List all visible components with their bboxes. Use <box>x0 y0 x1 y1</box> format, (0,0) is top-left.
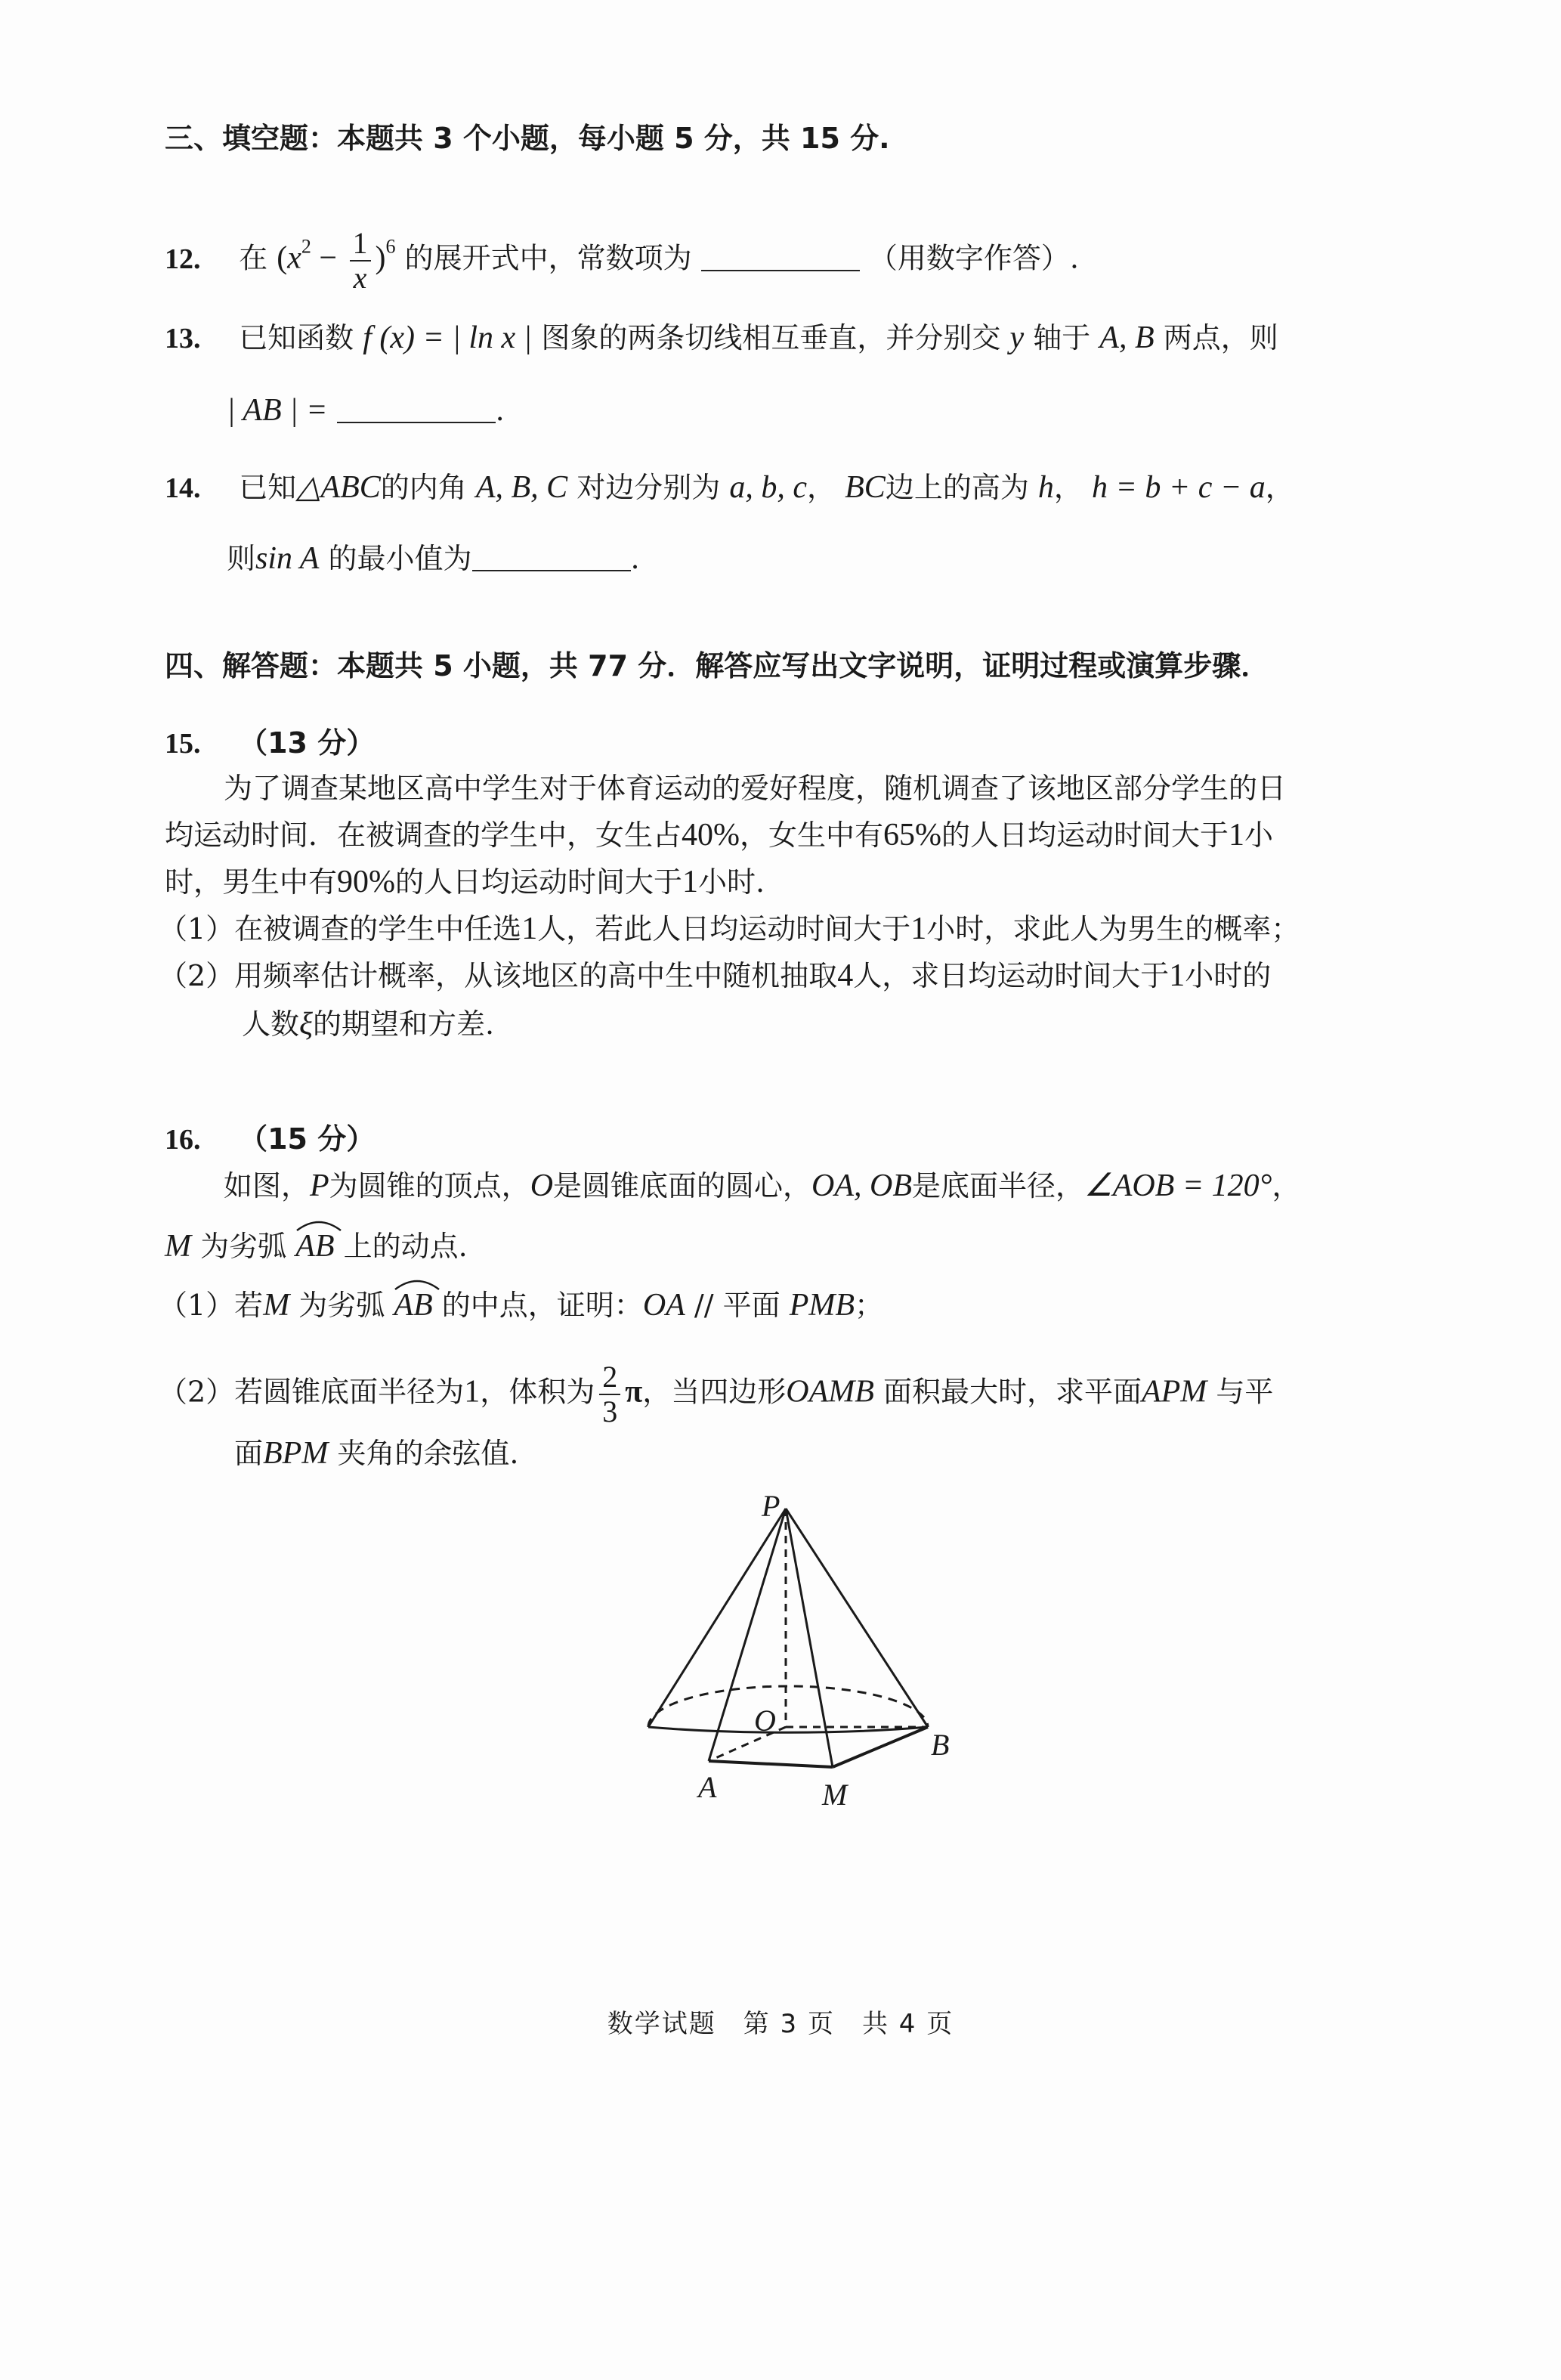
q16-s1-b: 为劣弧 <box>298 1289 385 1322</box>
q16-s1-e: ； <box>854 1289 883 1322</box>
q16-P: P <box>310 1168 329 1203</box>
q16-s1-OA: OA <box>642 1288 685 1323</box>
q13-points: A, B <box>1099 320 1155 355</box>
q16-s1-a: （1）若 <box>159 1289 264 1322</box>
q13-text-d: 两点，则 <box>1163 321 1278 354</box>
q15-one3: 1 <box>521 911 538 946</box>
q15-one2: 1 <box>682 865 699 899</box>
q15-s1-a: （1）在被调查的学生中任选 <box>159 912 522 946</box>
q15-p3-b: 的人日均运动时间大于 <box>395 865 683 899</box>
generator-PM <box>786 1509 833 1767</box>
q14-bc: BC <box>845 470 886 505</box>
q14-sinA: sin A <box>255 541 320 576</box>
label-O: O <box>754 1704 776 1738</box>
q14-text-g: ， <box>1265 471 1294 504</box>
q15-p3-c: 小时. <box>698 865 765 899</box>
q12-minus: − <box>311 240 345 276</box>
q16-BPM: BPM <box>263 1436 329 1471</box>
q15-p3-a: 时，男生中有 <box>165 865 338 899</box>
q15-s2-e: 的期望和方差. <box>313 1007 495 1041</box>
q16-s3-a: 面 <box>234 1437 264 1470</box>
q16-p2-a: 为劣弧 <box>200 1230 287 1263</box>
q12-power: 6 <box>385 235 396 258</box>
q12-x: x <box>287 240 301 276</box>
generator-PB <box>786 1509 928 1727</box>
q12-paren-open: ( <box>277 240 288 276</box>
q13-function: f (x) = | ln x | <box>363 320 533 355</box>
q14-text-a: 已知 <box>239 471 297 504</box>
q16-p1-a: 如图， <box>224 1169 311 1202</box>
q14-number: 14. <box>165 472 201 504</box>
q16-s1-d: // 平面 <box>694 1289 780 1322</box>
q16-p1-e: ， <box>1272 1169 1301 1202</box>
label-B: B <box>931 1728 950 1762</box>
q15-s2-d: 人数 <box>242 1007 300 1041</box>
chord-MB <box>833 1727 928 1767</box>
q15-score: （13 分） <box>239 726 376 760</box>
q15-s2-a: （2）用频率估计概率，从该地区的高中生中随机抽取 <box>159 959 838 992</box>
q16-O: O <box>530 1168 554 1203</box>
q16-p1-c: 是圆锥底面的圆心， <box>553 1169 812 1202</box>
q16-number: 16. <box>165 1124 201 1156</box>
q15-s1-c: 小时，求此人为男生的概率； <box>926 912 1300 946</box>
q14-period: . <box>630 542 640 575</box>
q13-text-c: 轴于 <box>1033 321 1091 354</box>
q15-pct65: 65% <box>883 818 942 853</box>
q15-p2-d: 小 <box>1244 819 1274 852</box>
q16-s1-c: 的中点，证明： <box>441 1289 643 1322</box>
q16-s1-M: M <box>263 1288 290 1323</box>
q14-text-b: 的内角 <box>380 471 467 504</box>
q16-pi: π <box>625 1374 643 1410</box>
q15-p2-b: ，女生中有 <box>740 819 884 852</box>
label-P: P <box>762 1489 780 1523</box>
q12-paren-close: ) <box>375 240 386 276</box>
q15-pct90: 90% <box>337 865 396 899</box>
q14-text-c: 对边分别为 <box>576 471 721 504</box>
q16-OAMB: OAMB <box>786 1374 874 1410</box>
q14-text-then: 则 <box>227 542 256 575</box>
q13-text-a: 已知函数 <box>239 321 354 354</box>
section3-title: 三、填空题：本题共 3 个小题，每小题 5 分，共 15 分. <box>165 122 890 155</box>
q16-s2-a: （2）若圆锥底面半径为 <box>159 1375 465 1409</box>
q12-square: 2 <box>301 235 311 258</box>
q15-one1: 1 <box>1229 818 1245 853</box>
q14-sides: a, b, c <box>729 470 808 505</box>
q16-APM: APM <box>1141 1374 1207 1410</box>
q14-h: h <box>1037 470 1054 505</box>
q14-equation: h = b + c − a <box>1092 470 1266 505</box>
q15-one5: 1 <box>1169 958 1185 993</box>
q15-s1-b: 人，若此人日均运动时间大于 <box>537 912 911 946</box>
q15-four: 4 <box>837 958 854 993</box>
q14-text-e: 边上的高为 <box>885 471 1029 504</box>
q12-post: （用数字作答）. <box>868 241 1079 275</box>
q13-text-b: 图象的两条切线相互垂直，并分别交 <box>541 321 1001 354</box>
q16-s2-e: 与平 <box>1216 1375 1274 1409</box>
q16-s1-arc: AB <box>394 1288 433 1323</box>
q15-para-line1: 为了调查某地区高中学生对于体育运动的爱好程度，随机调查了该地区部分学生的日 <box>224 772 1287 805</box>
q16-angle: ∠AOB = 120° <box>1084 1168 1272 1203</box>
q14-text-f: ， <box>1053 471 1083 504</box>
q16-arcAB: AB <box>295 1229 335 1264</box>
q13-y: y <box>1009 320 1025 355</box>
q15-xi: ξ <box>299 1007 314 1041</box>
q15-number: 15. <box>165 728 201 760</box>
q16-p2-b: 上的动点. <box>343 1230 468 1263</box>
q15-p2-a: 均运动时间．在被调查的学生中，女生占 <box>165 819 682 852</box>
q15-p2-c: 的人日均运动时间大于 <box>941 819 1229 852</box>
q16-score: （15 分） <box>239 1122 376 1156</box>
q12-pre: 在 <box>239 241 268 275</box>
q13-ab-length: | AB | = <box>227 393 328 428</box>
label-A: A <box>698 1770 717 1804</box>
q14-angles: A, B, C <box>475 470 568 505</box>
q15-one4: 1 <box>910 911 927 946</box>
q16-M: M <box>165 1229 191 1264</box>
label-M: M <box>822 1778 848 1812</box>
section4-title: 四、解答题：本题共 5 小题，共 77 分．解答应写出文字说明，证明过程或演算步骤． <box>165 649 1270 682</box>
q16-OAOB: OA, OB <box>811 1168 913 1203</box>
q16-s3-b: 夹角的余弦值. <box>337 1437 519 1470</box>
cone-base-back-arc <box>648 1686 928 1727</box>
q16-s2-c: ，当四边形 <box>642 1375 787 1409</box>
generator-left <box>648 1509 786 1727</box>
q16-s2-b: ，体积为 <box>480 1375 595 1409</box>
q15-s2-c: 小时的 <box>1185 959 1272 992</box>
q16-p1-d: 是底面半径， <box>912 1169 1085 1202</box>
q15-s2-b: 人，求日均运动时间大于 <box>853 959 1170 992</box>
q16-frac-num: 2 <box>599 1360 620 1395</box>
q16-s2-d: 面积最大时，求平面 <box>883 1375 1142 1409</box>
q15-pct40: 40% <box>682 818 740 853</box>
chord-AM <box>709 1761 833 1767</box>
page-footer: 数学试题 第 3 页 共 4 页 <box>607 2009 954 2039</box>
q14-text-d: ， <box>807 471 836 504</box>
q12-number: 12. <box>165 243 201 275</box>
q12-frac-denominator: x <box>353 261 367 295</box>
q13-period: . <box>495 394 505 427</box>
q12-frac-numerator: 1 <box>350 227 371 262</box>
q16-s1-PMB: PMB <box>789 1288 855 1323</box>
q12-mid: 的展开式中，常数项为 <box>404 241 692 275</box>
q14-triangle: △ABC <box>296 470 381 505</box>
q16-frac-den: 3 <box>602 1394 618 1428</box>
q16-p1-b: 为圆锥的顶点， <box>329 1169 530 1202</box>
q13-number: 13. <box>165 323 201 354</box>
q16-s2-one: 1 <box>464 1374 481 1410</box>
q14-text-min: 的最小值为 <box>328 542 472 575</box>
